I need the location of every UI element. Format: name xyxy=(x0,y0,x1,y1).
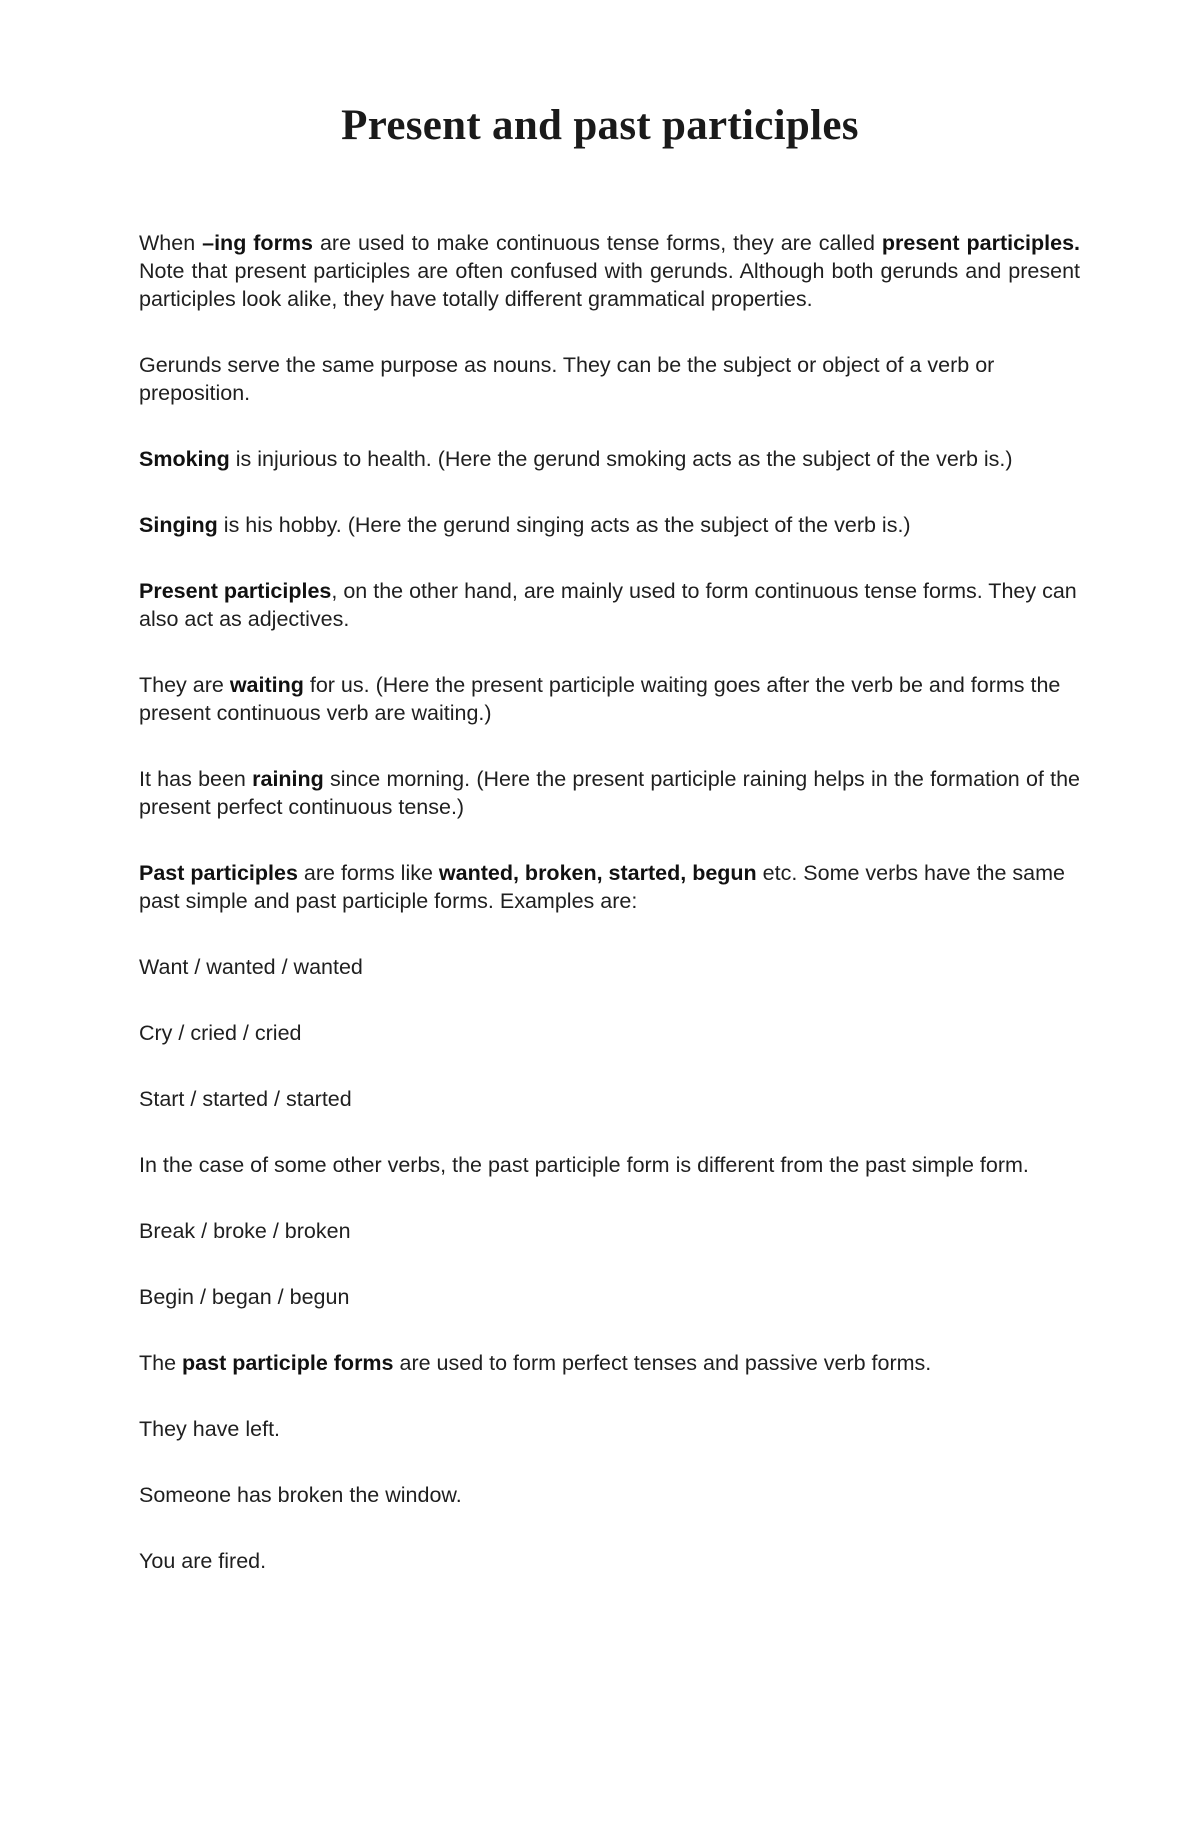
text-run: is injurious to health. (Here the gerund smoking acts as the subject of the verb is.) xyxy=(229,447,1013,471)
example-fired: You are fired. xyxy=(139,1549,267,1573)
bold-term: Singing xyxy=(139,513,218,537)
paragraph-past-participle-forms xyxy=(139,1349,1080,1377)
text-run: In the case of some other verbs, the past participle form is different from the past simple form. xyxy=(139,1153,1029,1177)
bold-term: –ing forms xyxy=(202,231,314,255)
text-run: The xyxy=(139,1351,183,1375)
text-run: for us. (Here the present participle waiting goes after the verb be and forms the present continuous verb are waiting.) xyxy=(139,673,1061,725)
paragraph-gerunds xyxy=(139,351,1080,407)
paragraph-past-participles xyxy=(139,859,1080,915)
example-singing xyxy=(139,511,1080,539)
text-run: When xyxy=(139,231,203,255)
text-run: Gerunds serve the same purpose as nouns. They can be the subject or object of a verb or preposition. xyxy=(139,353,995,405)
example-start: Start / started / started xyxy=(139,1087,352,1111)
page-title: Present and past participles xyxy=(341,102,859,149)
bold-term: Present participles xyxy=(139,579,332,603)
text-run: , on the other hand, are mainly used to form continuous tense forms. They can also act as adjectives. xyxy=(139,579,1077,631)
example-cry: Cry / cried / cried xyxy=(139,1021,302,1045)
bold-term: waiting xyxy=(229,673,304,697)
bold-term: present participles. xyxy=(881,231,1081,255)
text-run: Note that present participles are often confused with gerunds. Although both gerunds and present participles look alike, they have totally different grammatical properties. xyxy=(139,259,1080,311)
example-raining xyxy=(139,765,1080,821)
text-run: etc. Some verbs have the same past simple and past participle forms. Examples are: xyxy=(139,861,1066,913)
example-left: They have left. xyxy=(139,1417,281,1441)
text-run: since morning. (Here the present participle raining helps in the formation of the present perfect continuous tense.) xyxy=(139,767,1080,819)
example-window: Someone has broken the window. xyxy=(139,1483,462,1507)
bold-term: wanted, broken, started, begun xyxy=(438,861,757,885)
text-run: They are xyxy=(139,673,230,697)
bold-term: raining xyxy=(252,767,324,791)
paragraph-present-participles xyxy=(139,577,1080,633)
bold-term: Smoking xyxy=(139,447,230,471)
text-run: is his hobby. (Here the gerund singing acts as the subject of the verb is.) xyxy=(217,513,911,537)
example-break: Break / broke / broken xyxy=(139,1219,351,1243)
paragraph-intro xyxy=(139,229,1080,313)
document-body xyxy=(139,229,1080,1613)
text-run: are forms like xyxy=(297,861,439,885)
example-begin: Begin / began / begun xyxy=(139,1285,350,1309)
text-run: are used to form perfect tenses and passive verb forms. xyxy=(393,1351,932,1375)
text-run: It has been xyxy=(139,767,253,791)
paragraph-other-verbs xyxy=(139,1151,1080,1179)
text-run: are used to make continuous tense forms, they are called xyxy=(313,231,882,255)
example-smoking xyxy=(139,445,1080,473)
bold-term: Past participles xyxy=(139,861,298,885)
example-waiting xyxy=(139,671,1080,727)
bold-term: past participle forms xyxy=(182,1351,394,1375)
example-want: Want / wanted / wanted xyxy=(139,955,363,979)
